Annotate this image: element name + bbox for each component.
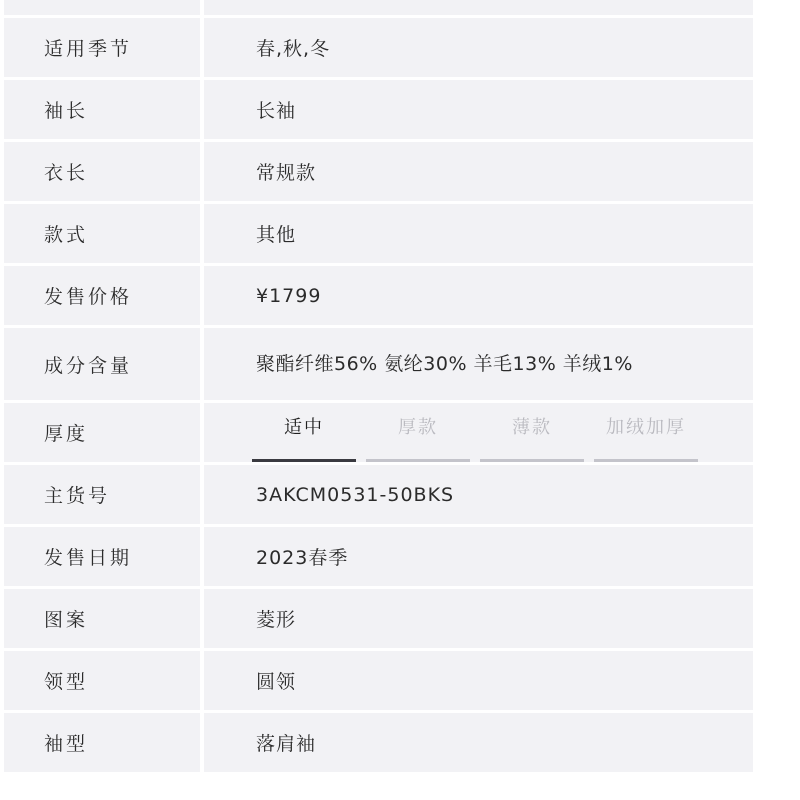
product-spec-table	[4, 0, 753, 775]
spec-value: 圆领	[204, 651, 753, 710]
spec-value: 常规款	[204, 142, 753, 201]
spec-row-sleeve-length	[4, 80, 753, 139]
spec-row-release-date	[4, 527, 753, 586]
spec-row-price	[4, 266, 753, 325]
spec-row-collar	[4, 651, 753, 710]
spec-label: 成分含量	[4, 328, 200, 400]
spec-row-composition	[4, 328, 753, 400]
thickness-option-fleece-lined[interactable]: 加绒加厚	[594, 403, 698, 462]
spec-label: 发售价格	[4, 266, 200, 325]
spec-value: 聚酯纤维56% 氨纶30% 羊毛13% 羊绒1%	[204, 328, 753, 400]
spec-label: 袖长	[4, 80, 200, 139]
spec-label: 适用季节	[4, 18, 200, 77]
spec-row-sleeve-type	[4, 713, 753, 772]
spec-row-item-number	[4, 465, 753, 524]
spec-label: 袖型	[4, 713, 200, 772]
spec-value: 菱形	[204, 589, 753, 648]
spec-label: 款式	[4, 204, 200, 263]
spec-value: 3AKCM0531-50BKS	[204, 465, 753, 524]
spec-row-thickness	[4, 403, 753, 462]
spec-row-pattern	[4, 589, 753, 648]
spec-label: 厚度	[4, 403, 200, 462]
spec-row-season	[4, 18, 753, 77]
spec-label: 图案	[4, 589, 200, 648]
spec-value-cell	[204, 0, 753, 15]
spec-value: 长袖	[204, 80, 753, 139]
spec-value: ¥1799	[204, 266, 753, 325]
spec-value: 春,秋,冬	[204, 18, 753, 77]
spec-label: 发售日期	[4, 527, 200, 586]
spec-row-garment-length	[4, 142, 753, 201]
spec-label-cell	[4, 0, 200, 15]
spec-row-style	[4, 204, 753, 263]
spec-label: 领型	[4, 651, 200, 710]
spec-value: 其他	[204, 204, 753, 263]
spec-label: 主货号	[4, 465, 200, 524]
thickness-option-group	[204, 403, 753, 462]
spec-value: 落肩袖	[204, 713, 753, 772]
thickness-option-medium[interactable]: 适中	[252, 403, 356, 462]
thickness-option-thick[interactable]: 厚款	[366, 403, 470, 462]
spec-label: 衣长	[4, 142, 200, 201]
thickness-option-thin[interactable]: 薄款	[480, 403, 584, 462]
spec-value: 2023春季	[204, 527, 753, 586]
previous-row-remnant	[4, 0, 753, 15]
